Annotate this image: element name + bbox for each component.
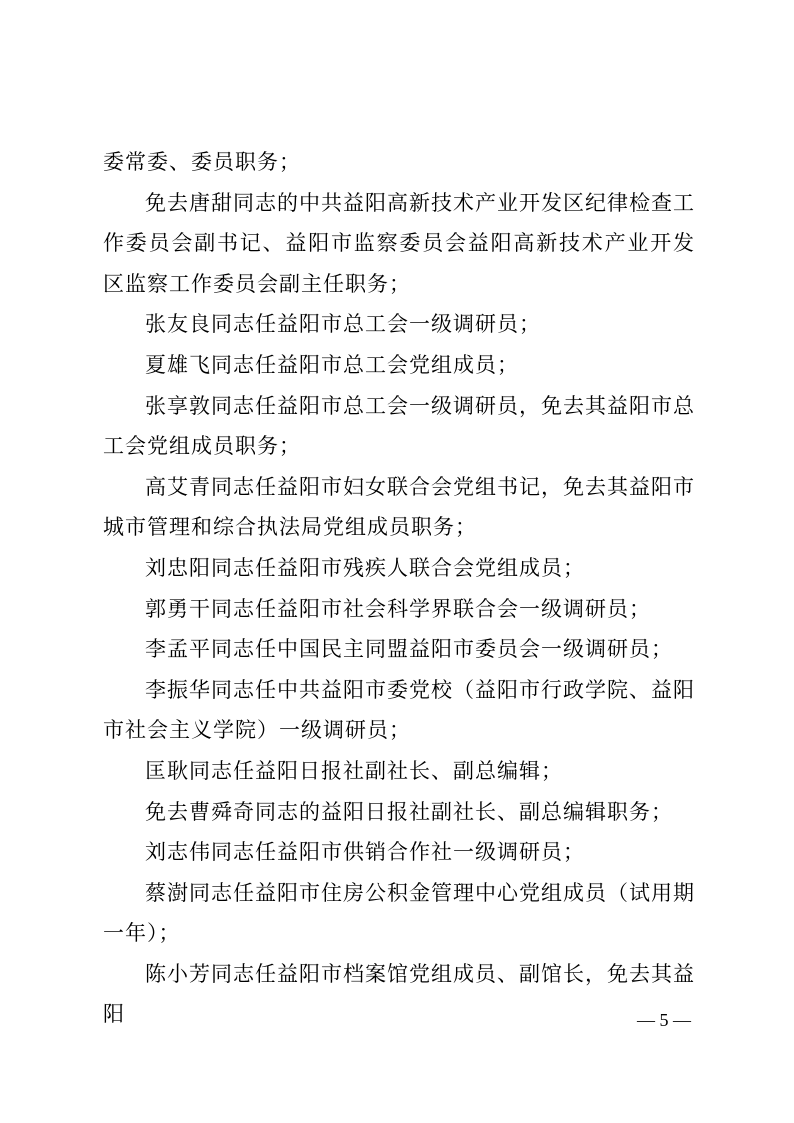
paragraph: 陈小芳同志任益阳市档案馆党组成员、副馆长，免去其益阳 [103,961,695,1027]
paragraph: 张友良同志任益阳市总工会一级调研员； [145,312,541,337]
paragraph: 免去曹舜奇同志的益阳日报社副社长、副总编辑职务； [145,799,673,824]
page-number: — 5 — [637,1010,691,1030]
paragraph: 匡耿同志任益阳日报社副社长、副总编辑； [145,758,563,783]
paragraph: 刘忠阳同志任益阳市残疾人联合会党组成员； [145,555,585,580]
paragraph: 张享敦同志任益阳市总工会一级调研员，免去其益阳市总工会党组成员职务； [103,393,695,459]
paragraph: 夏雄飞同志任益阳市总工会党组成员； [145,352,519,377]
paragraph: 郭勇干同志任益阳市社会科学界联合会一级调研员； [145,596,651,621]
paragraph: 高艾青同志任益阳市妇女联合会党组书记，免去其益阳市城市管理和综合执法局党组成员职务； [103,474,695,540]
paragraph: 委常委、委员职务； [103,150,301,174]
paragraph: 蔡澍同志任益阳市住房公积金管理中心党组成员（试用期一年）； [103,880,695,946]
paragraph: 免去唐甜同志的中共益阳高新技术产业开发区纪律检查工作委员会副书记、益阳市监察委员会益阳高新技术产业开发区监察工作委员会副主任职务； [103,190,695,296]
paragraph: 李孟平同志任中国民主同盟益阳市委员会一级调研员； [145,637,673,662]
body-text [103,142,695,1035]
paragraph: 李振华同志任中共益阳市委党校（益阳市行政学院、益阳市社会主义学院）一级调研员； [103,677,695,743]
paragraph: 刘志伟同志任益阳市供销合作社一级调研员； [145,840,585,865]
